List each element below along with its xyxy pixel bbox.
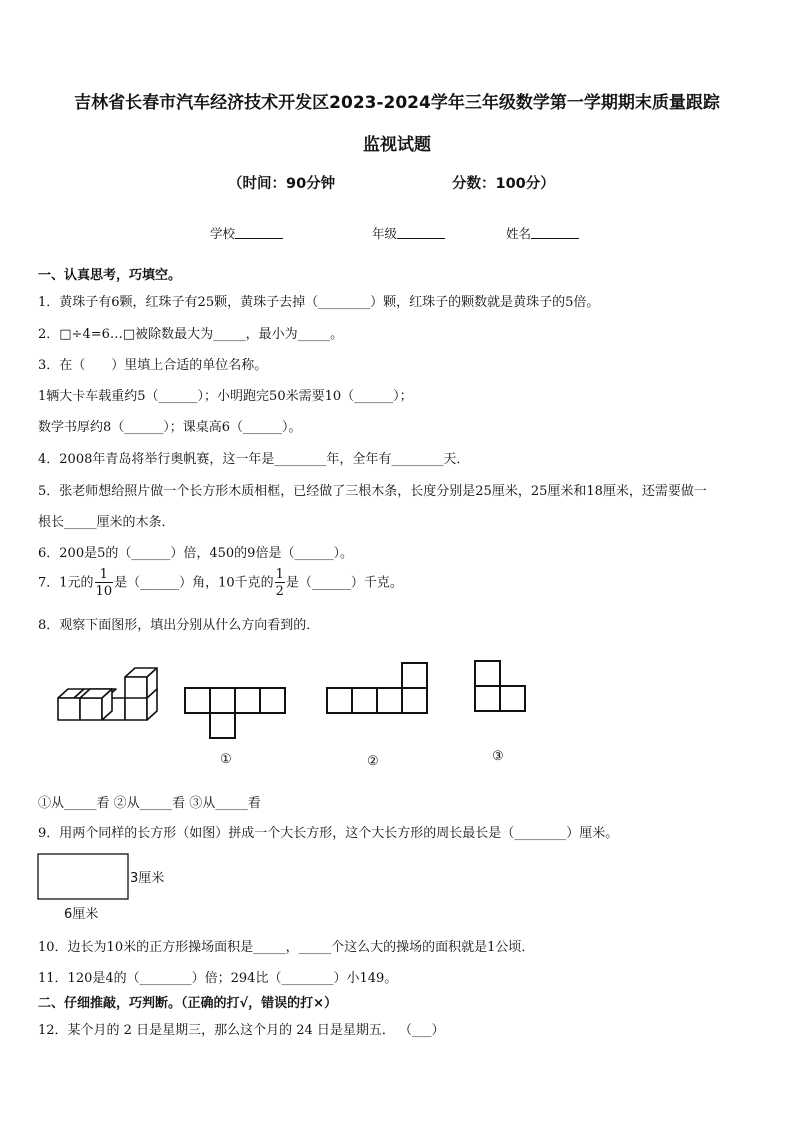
rectangle-width-label: 6厘米 bbox=[64, 907, 99, 922]
question-1: 1．黄珠子有6颗，红珠子有25颗，黄珠子去掉（________）颗，红珠子的颗数就是黄珠子的5倍。 bbox=[38, 295, 600, 310]
rectangle-height-label: 3厘米 bbox=[130, 871, 165, 886]
question-5-line2: 根长_____厘米的木条． bbox=[38, 515, 175, 530]
question-7-suffix: 是（______）千克。 bbox=[285, 575, 403, 591]
rectangle-figure bbox=[38, 854, 128, 899]
question-8-answer: ①从_____看 ②从_____看 ③从_____看 bbox=[38, 796, 261, 811]
school-label: 学校 bbox=[210, 226, 236, 241]
question-7-middle: 是（______）角，10千克的 bbox=[114, 575, 274, 591]
question-3-part-b: 数学书厚约8（______）；课桌高6（______）。 bbox=[38, 420, 302, 435]
fraction-1-numerator: 1 bbox=[95, 568, 114, 583]
question-4: 4．2008年青岛将举行奥帆赛，这一年是________年，全年有________天． bbox=[38, 452, 470, 467]
view-1-figure bbox=[185, 688, 285, 738]
exam-title-line2: 监视试题 bbox=[363, 135, 431, 155]
question-2: 2．□÷4=6…□被除数最大为_____，最小为_____。 bbox=[38, 327, 344, 342]
fraction-2-numerator: 1 bbox=[275, 567, 284, 582]
fraction-1-denominator: 10 bbox=[95, 584, 113, 599]
section2-heading: 二、仔细推敲，巧判断。（正确的打√，错误的打×） bbox=[38, 996, 338, 1011]
view-2-label: ② bbox=[367, 754, 379, 769]
view-3-figure bbox=[475, 661, 525, 711]
question-12: 12．某个月的 2 日是星期三，那么这个月的 24 日是星期五． （___） bbox=[38, 1023, 445, 1038]
exam-title-line1: 吉林省长春市汽车经济技术开发区2023-2024学年三年级数学第一学期期末质量跟踪 bbox=[74, 93, 720, 113]
question-6: 6．200是5的（______）倍，450的9倍是（______）。 bbox=[38, 546, 353, 561]
question-11: 11．120是4的（________）倍；294比（________）小149。 bbox=[38, 971, 398, 986]
view-1-label: ① bbox=[220, 752, 232, 767]
question-5-line1: 5．张老师想给照片做一个长方形木质相框，已经做了三根木条，长度分别是25厘米，25厘米和18厘米，还需要做一 bbox=[38, 484, 707, 499]
name-label: 姓名 bbox=[506, 226, 532, 241]
question-10: 10．边长为10米的正方形操场面积是_____，_____个这么大的操场的面积就是1公顷． bbox=[38, 940, 535, 955]
view-2-figure bbox=[327, 663, 427, 713]
question-3-part-a: 1辆大卡车载重约5（______）；小明跑完50米需要10（______）； bbox=[38, 389, 413, 404]
question-8: 8．观察下面图形，填出分别从什么方向看到的． bbox=[38, 618, 320, 633]
question-7-prefix: 7．1元的 bbox=[38, 575, 94, 591]
question-3: 3．在（ ）里填上合适的单位名称。 bbox=[38, 358, 268, 373]
question-9: 9．用两个同样的长方形（如图）拼成一个大长方形，这个大长方形的周长最长是（________）厘米。 bbox=[38, 826, 619, 841]
view-3-label: ③ bbox=[492, 749, 504, 764]
fraction-2-denominator: 2 bbox=[275, 584, 284, 599]
section1-heading: 一、认真思考，巧填空。 bbox=[38, 268, 182, 283]
exam-time: （时间：90分钟 bbox=[228, 176, 336, 192]
cube-stack-figure bbox=[58, 668, 157, 720]
grade-label: 年级 bbox=[372, 226, 398, 241]
exam-score: 分数：100分） bbox=[452, 176, 555, 192]
